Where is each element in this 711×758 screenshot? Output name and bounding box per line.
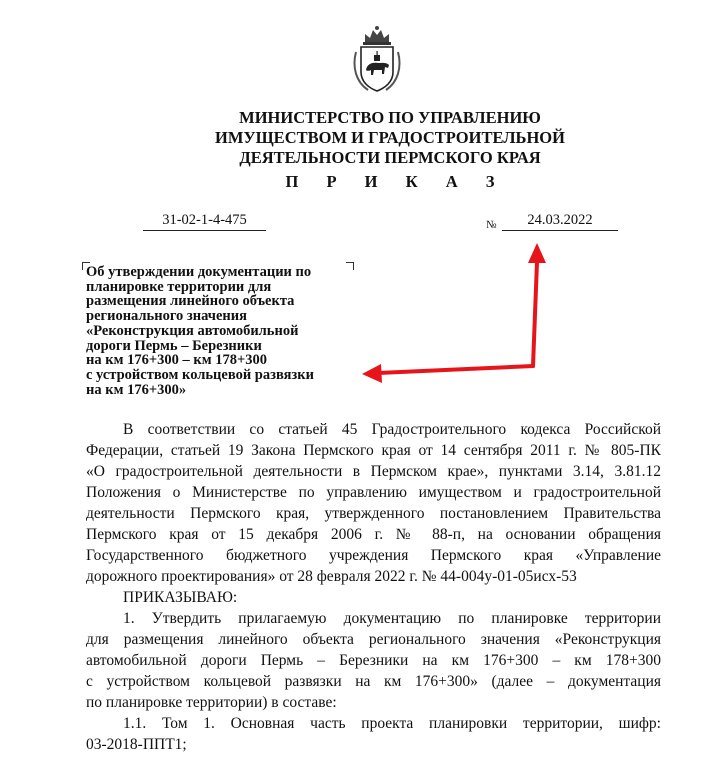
- body-line: деятельности Пермского края, утвержденного постановлением Правительства: [86, 505, 661, 522]
- subject-line: дороги Пермь – Березники: [86, 337, 262, 354]
- ministry-line-3: ДЕЯТЕЛЬНОСТИ ПЕРМСКОГО КРАЯ: [239, 148, 541, 167]
- ministry-title: [150, 108, 630, 168]
- ministry-line-2: ИМУЩЕСТВОМ И ГРАДОСТРОИТЕЛЬНОЙ: [215, 128, 565, 147]
- body-line: «О градостроительной деятельности в Пермском крае», пунктами 3.14, 3.81.12: [86, 463, 661, 480]
- subject-line: Об утверждении документации по: [86, 264, 312, 280]
- ministry-line-1: МИНИСТЕРСТВО ПО УПРАВЛЕНИЮ: [239, 108, 541, 127]
- subject-line: планировке территории для: [86, 278, 272, 295]
- subject-line: размещения линейного объекта: [86, 293, 295, 310]
- body-line: 03-2018-ППТ1;: [86, 736, 187, 753]
- subject-line: «Реконструкция автомобильной: [86, 322, 299, 339]
- subject-line: регионального значения: [86, 308, 247, 325]
- document-subject: [86, 265, 366, 397]
- body-line: В соответствии со статьей 45 Градостроительного кодекса Российской: [123, 421, 661, 438]
- body-line: для размещения линейного объекта регионального значения «Реконструкция: [86, 631, 661, 648]
- body-line: автомобильной дороги Пермь – Березники на км 176+300 – км 178+300: [86, 652, 661, 669]
- number-sign: №: [486, 219, 497, 231]
- document-number: 31-02-1-4-475: [143, 211, 266, 231]
- body-line: Пермского края от 15 декабря 2006 г. № 88-п, на основании обращения: [86, 526, 661, 543]
- body-line: дорожного проектирования» от 28 февраля 2022 г. № 44-004у-01-05исх-53: [86, 568, 577, 585]
- body-line: 1. Утвердить прилагаемую документацию по планировке территории: [123, 610, 661, 627]
- subject-line: на км 176+300»: [86, 381, 187, 398]
- body-line: ПРИКАЗЫВАЮ:: [123, 589, 238, 606]
- document-type: П Р И К А З: [285, 172, 507, 191]
- subject-line: на км 176+300 – км 178+300: [86, 352, 267, 369]
- body-line: 1.1. Том 1. Основная часть проекта планировки территории, шифр:: [123, 715, 661, 732]
- body-line: Федерации, статьей 19 Закона Пермского края от 14 сентября 2011 г. № 805-ПК: [86, 442, 661, 459]
- body-line: Государственного бюджетного учреждения Пермского края «Управление: [86, 547, 661, 564]
- body-line: по планировке территории) в составе:: [86, 694, 337, 711]
- body-line: с устройством кольцевой развязки на км 176+300» (далее – документация: [86, 673, 661, 690]
- body-line: Положения о Министерстве по управлению имуществом и градостроительной: [86, 484, 661, 501]
- document-body: [86, 419, 661, 755]
- subject-line: с устройством кольцевой развязки: [86, 366, 314, 383]
- perm-krai-coat-of-arms-icon: [348, 22, 406, 94]
- document-date: 24.03.2022: [502, 211, 618, 231]
